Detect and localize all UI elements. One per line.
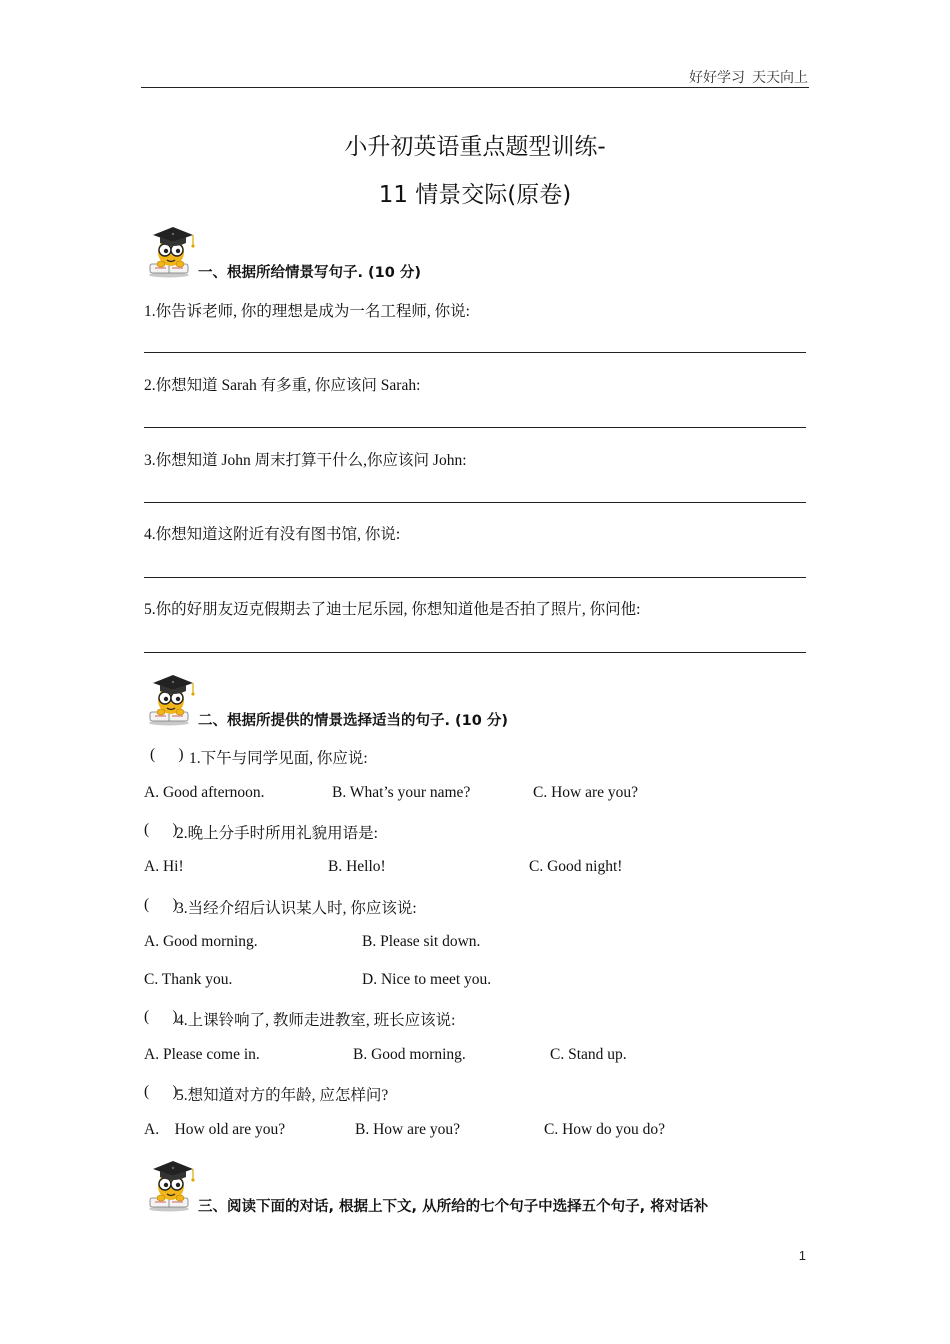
section1-question-5: 5.你的好朋友迈克假期去了迪士尼乐园, 你想知道他是否拍了照片, 你问他: [144,601,641,618]
option-5b: B. How are you? [355,1121,461,1138]
option-3d: D. Nice to meet you. [362,971,492,988]
section2-question-5: 5.想知道对方的年龄, 应怎样问? [176,1087,389,1104]
answer-line-5[interactable] [144,652,806,653]
section2-title: 二、根据所提供的情景选择适当的句子. (10 分) [198,713,509,729]
answer-line-2[interactable] [144,427,806,428]
document-title-line2: 11 情景交际(原卷) [378,182,572,208]
answer-blank-3[interactable]: ( ) [144,896,178,913]
graduate-mascot-icon [141,1156,197,1212]
option-4c: C. Stand up. [550,1046,627,1063]
header-divider [141,87,809,88]
option-2b: B. Hello! [328,858,386,875]
answer-blank-5[interactable]: ( ) [144,1083,178,1100]
answer-line-4[interactable] [144,577,806,578]
section2-question-2: 2.晚上分手时所用礼貌用语是: [176,825,378,842]
section3-title: 三、阅读下面的对话, 根据上下文, 从所给的七个句子中选择五个句子, 将对话补 [198,1199,709,1215]
option-3b: B. Please sit down. [362,933,481,950]
option-5a: A. How old are you? [144,1121,286,1138]
answer-line-3[interactable] [144,502,806,503]
answer-blank-1[interactable]: ( ) [150,746,184,763]
option-1b: B. What’s your name? [332,784,471,801]
answer-blank-2[interactable]: ( ) [144,821,178,838]
document-title-line1: 小升初英语重点题型训练- [344,134,606,160]
section1-question-2: 2.你想知道 Sarah 有多重, 你应该问 Sarah: [144,377,421,394]
answer-line-1[interactable] [144,352,806,353]
option-1c: C. How are you? [533,784,639,801]
option-1a: A. Good afternoon. [144,784,265,801]
section2-question-1: 1.下午与同学见面, 你应说: [189,750,368,767]
option-3c: C. Thank you. [144,971,233,988]
graduate-mascot-icon [141,222,197,278]
section1-title: 一、根据所给情景写句子. (10 分) [198,265,422,281]
option-4b: B. Good morning. [353,1046,466,1063]
page-number: 1 [798,1248,806,1263]
section1-question-1: 1.你告诉老师, 你的理想是成为一名工程师, 你说: [144,303,470,320]
option-3a: A. Good morning. [144,933,258,950]
option-4a: A. Please come in. [144,1046,260,1063]
option-2c: C. Good night! [529,858,623,875]
graduate-mascot-icon [141,670,197,726]
section1-question-4: 4.你想知道这附近有没有图书馆, 你说: [144,526,401,543]
section2-question-4: 4.上课铃响了, 教师走进教室, 班长应该说: [176,1012,456,1029]
option-2a: A. Hi! [144,858,184,875]
section1-question-3: 3.你想知道 John 周末打算干什么,你应该问 John: [144,452,467,469]
answer-blank-4[interactable]: ( ) [144,1008,178,1025]
option-5c: C. How do you do? [544,1121,665,1138]
header-motto: 好好学习 天天向上 [689,71,808,86]
section2-question-3: 3.当经介绍后认识某人时, 你应该说: [176,900,417,917]
